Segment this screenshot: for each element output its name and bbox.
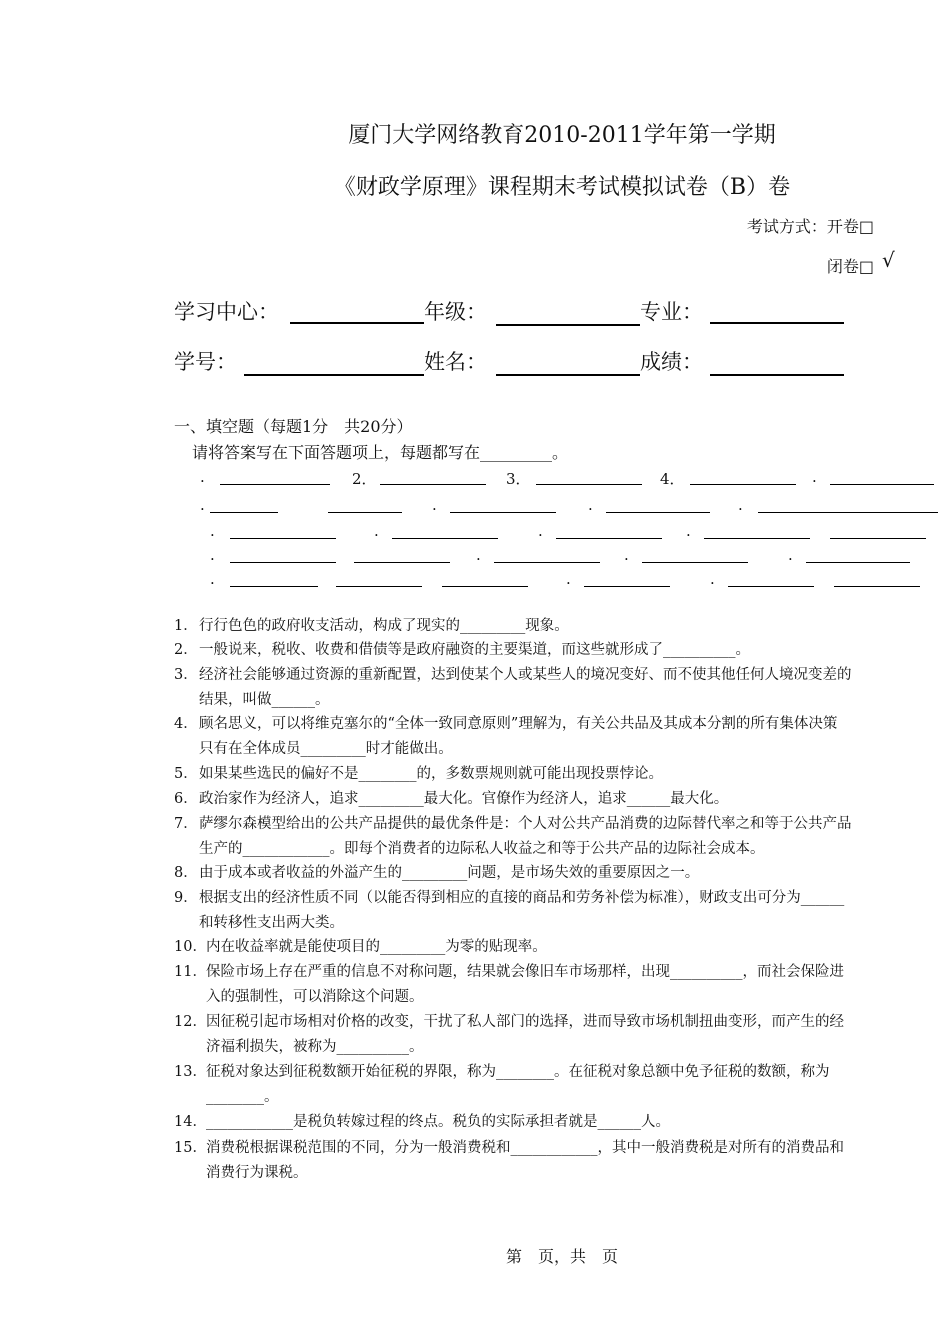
answer-row: . . . .: [200, 496, 940, 516]
study-center-field[interactable]: [290, 322, 424, 324]
answer-row: . 2． 3． 4． .: [200, 468, 940, 488]
name-label: 姓名：: [424, 350, 487, 374]
grade-label: 年级：: [424, 300, 487, 324]
check-mark-icon: √: [882, 248, 895, 272]
name-field[interactable]: [496, 374, 640, 376]
score-field[interactable]: [710, 374, 844, 376]
exam-title-line1: 厦门大学网络教育2010-2011学年第一学期: [348, 123, 776, 148]
exam-mode-open: 考试方式：开卷□: [746, 217, 874, 236]
score-label: 成绩：: [640, 350, 703, 374]
section-instruction: 请将答案写在下面答题项上，每题都写在_________。: [192, 443, 569, 462]
answer-row: . . . .: [210, 522, 940, 542]
page-footer: 第 页，共 页: [505, 1247, 618, 1266]
exam-mode-closed: 闭卷□: [826, 257, 874, 276]
major-field[interactable]: [710, 322, 844, 324]
section-heading: 一、填空题（每题1分 共20分）: [174, 417, 413, 436]
grade-field[interactable]: [496, 324, 640, 326]
study-center-label: 学习中心：: [174, 300, 279, 324]
answer-row: . . .: [210, 570, 940, 590]
answer-row: . . . .: [210, 546, 940, 566]
student-id-label: 学号：: [174, 350, 237, 374]
major-label: 专业：: [640, 300, 703, 324]
exam-title-line2: 《财政学原理》课程期末考试模拟试卷（B）卷: [333, 175, 791, 200]
student-id-field[interactable]: [244, 374, 424, 376]
